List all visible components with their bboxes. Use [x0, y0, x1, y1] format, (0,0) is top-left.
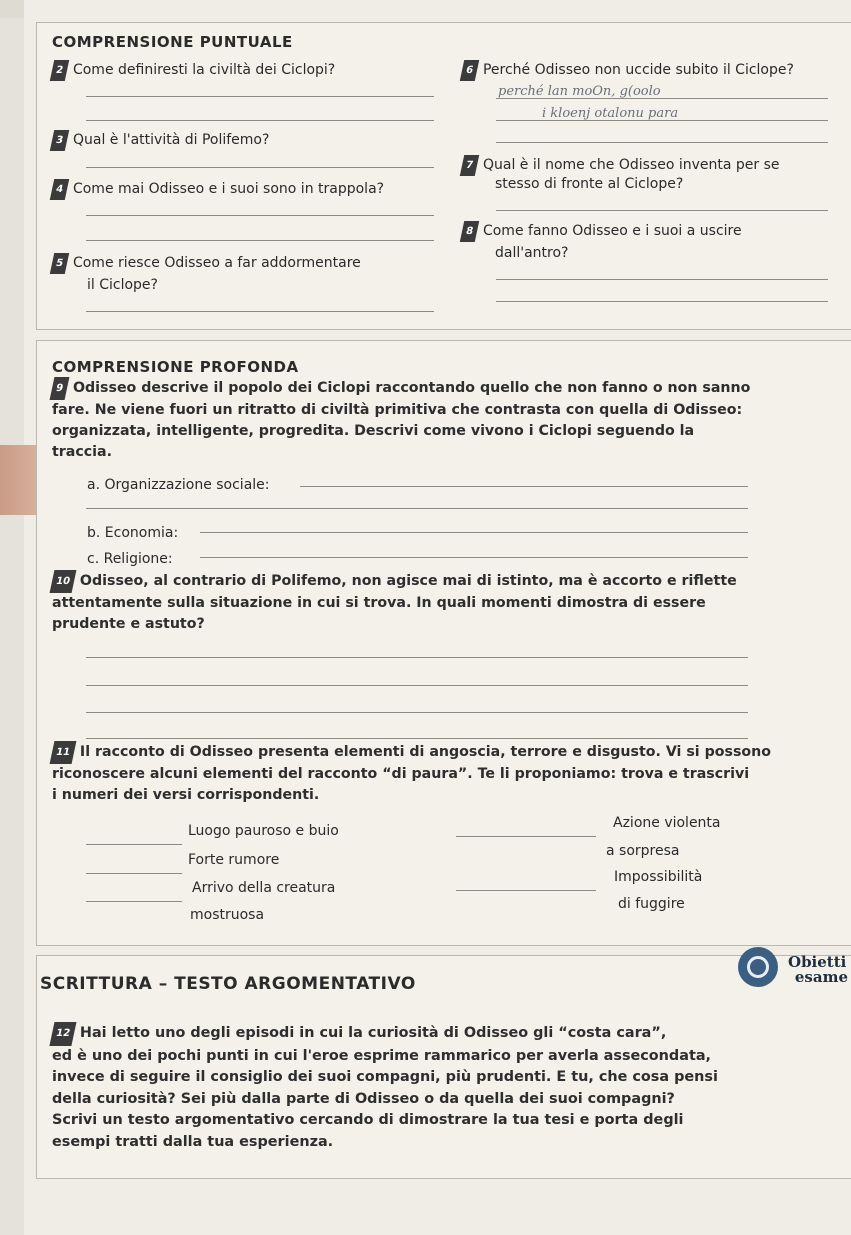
answer-line[interactable] [496, 142, 828, 143]
question-text: Il racconto di Odisseo presenta elementi di angoscia, terrore e disgusto. Vi si possono [79, 744, 771, 760]
question-8-continued: dall'antro? [495, 245, 569, 261]
section-title-puntuale: COMPRENSIONE PUNTUALE [52, 33, 293, 51]
badge-text: esame [794, 968, 848, 986]
question-text: Odisseo, al contrario di Polifemo, non agisce mai di istinto, ma è accorto e riflette [79, 573, 737, 589]
question-line: Scrivi un testo argomentativo cercando di dimostrare la tua tesi e porta degli [52, 1112, 684, 1128]
target-icon [738, 947, 778, 987]
question-7 [462, 155, 780, 176]
answer-line[interactable] [456, 890, 596, 891]
question-number: 9 [50, 377, 70, 400]
question-line: organizzata, intelligente, progredita. Descrivi come vivono i Ciclopi seguendo la [52, 423, 695, 439]
question-text: Qual è il nome che Odisseo inventa per se [482, 157, 780, 173]
question-number: 11 [50, 741, 77, 764]
question-text: Come fanno Odisseo e i suoi a uscire [482, 223, 742, 239]
answer-line[interactable] [496, 120, 828, 121]
question-text: Come riesce Odisseo a far addormentare [72, 255, 361, 271]
question-12 [52, 1022, 832, 1153]
question-number: 6 [460, 60, 479, 81]
obiettivi-esame-badge [788, 955, 848, 985]
answer-line[interactable] [200, 532, 748, 533]
section-title-scrittura: SCRITTURA – TESTO ARGOMENTATIVO [40, 974, 416, 994]
question-6 [462, 60, 794, 81]
question-number: 5 [50, 253, 69, 274]
question-number: 12 [50, 1022, 77, 1046]
element-azione: Azione violenta [613, 815, 721, 831]
element-azione-continued: a sorpresa [606, 843, 680, 859]
question-number: 10 [50, 570, 77, 593]
question-line: ed è uno dei pochi punti in cui l'eroe esprime rammarico per averla assecondata, [52, 1047, 711, 1064]
answer-line[interactable] [86, 873, 182, 874]
answer-line[interactable] [496, 279, 828, 280]
element-creatura: Arrivo della creatura [192, 880, 336, 896]
question-3 [52, 130, 269, 151]
answer-line[interactable] [86, 167, 434, 168]
question-number: 2 [50, 60, 69, 81]
question-5-continued: il Ciclope? [87, 277, 158, 293]
answer-line[interactable] [86, 901, 182, 902]
question-line [52, 1022, 832, 1046]
question-line: fare. Ne viene fuori un ritratto di civiltà primitiva che contrasta con quella di Odisseo: [52, 402, 743, 418]
element-rumore: Forte rumore [188, 852, 280, 868]
element-luogo: Luogo pauroso e buio [188, 823, 339, 839]
answer-line[interactable] [86, 240, 434, 241]
answer-line[interactable] [86, 508, 748, 509]
question-line [52, 570, 792, 593]
handwritten-answer: i kloenj otalonu para [542, 106, 679, 121]
question-9 [52, 377, 792, 463]
answer-line[interactable] [86, 657, 748, 658]
answer-line[interactable] [86, 738, 748, 739]
question-number: 7 [460, 155, 479, 176]
question-text: Come definiresti la civiltà dei Ciclopi? [72, 62, 336, 78]
question-text: Hai letto uno degli episodi in cui la curiosità di Odisseo gli “costa cara”, [79, 1025, 667, 1041]
answer-line[interactable] [86, 96, 434, 97]
question-line: invece di seguire il consiglio dei suoi compagni, più prudenti. E tu, che cosa pensi [52, 1069, 718, 1085]
answer-line[interactable] [86, 685, 748, 686]
question-number: 3 [50, 130, 69, 151]
badge-text: Obietti [788, 953, 847, 971]
question-line: esempi tratti dalla tua esperienza. [52, 1133, 334, 1150]
question-7-continued: stesso di fronte al Ciclope? [495, 176, 684, 192]
question-5 [52, 253, 361, 274]
question-line: i numeri dei versi corrispondenti. [52, 787, 320, 803]
item-organizzazione: a. Organizzazione sociale: [87, 477, 270, 493]
element-impossibilita: Impossibilità [614, 869, 703, 885]
answer-line[interactable] [496, 210, 828, 211]
question-10 [52, 570, 792, 635]
element-impossibilita-continued: di fuggire [618, 896, 685, 912]
question-line [52, 741, 802, 764]
answer-line[interactable] [496, 98, 828, 99]
question-text: Odisseo descrive il popolo dei Ciclopi raccontando quello che non fanno o non sanno [72, 380, 751, 396]
question-line [52, 377, 792, 400]
answer-line[interactable] [496, 301, 828, 302]
question-text: Come mai Odisseo e i suoi sono in trappola? [72, 181, 385, 197]
answer-line[interactable] [86, 712, 748, 713]
question-line: della curiosità? Sei più dalla parte di Odisseo o da quella dei suoi compagni? [52, 1090, 675, 1107]
question-line: traccia. [52, 444, 112, 460]
question-line: attentamente sulla situazione in cui si trova. In quali momenti dimostra di essere [52, 595, 706, 611]
question-number: 4 [50, 179, 69, 200]
answer-line[interactable] [300, 486, 748, 487]
answer-line[interactable] [86, 120, 434, 121]
question-11 [52, 741, 802, 806]
section-title-profonda: COMPRENSIONE PROFONDA [52, 358, 299, 376]
element-creatura-continued: mostruosa [190, 907, 265, 923]
question-8 [462, 221, 742, 242]
answer-line[interactable] [86, 844, 182, 845]
question-2 [52, 60, 335, 81]
question-text: Qual è l'attività di Polifemo? [72, 132, 270, 148]
question-text: Perché Odisseo non uccide subito il Ciclope? [482, 62, 794, 78]
question-line: riconoscere alcuni elementi del racconto “di paura”. Te li proponiamo: trova e trascrivi [52, 766, 750, 782]
item-religione: c. Religione: [87, 551, 173, 567]
answer-line[interactable] [86, 215, 434, 216]
answer-line[interactable] [200, 557, 748, 558]
question-line: prudente e astuto? [52, 616, 205, 632]
answer-line[interactable] [86, 311, 434, 312]
question-4 [52, 179, 384, 200]
answer-line[interactable] [456, 836, 596, 837]
question-number: 8 [460, 221, 479, 242]
item-economia: b. Economia: [87, 525, 179, 541]
handwritten-answer: perché lan moOn, g(oolo [498, 84, 661, 99]
